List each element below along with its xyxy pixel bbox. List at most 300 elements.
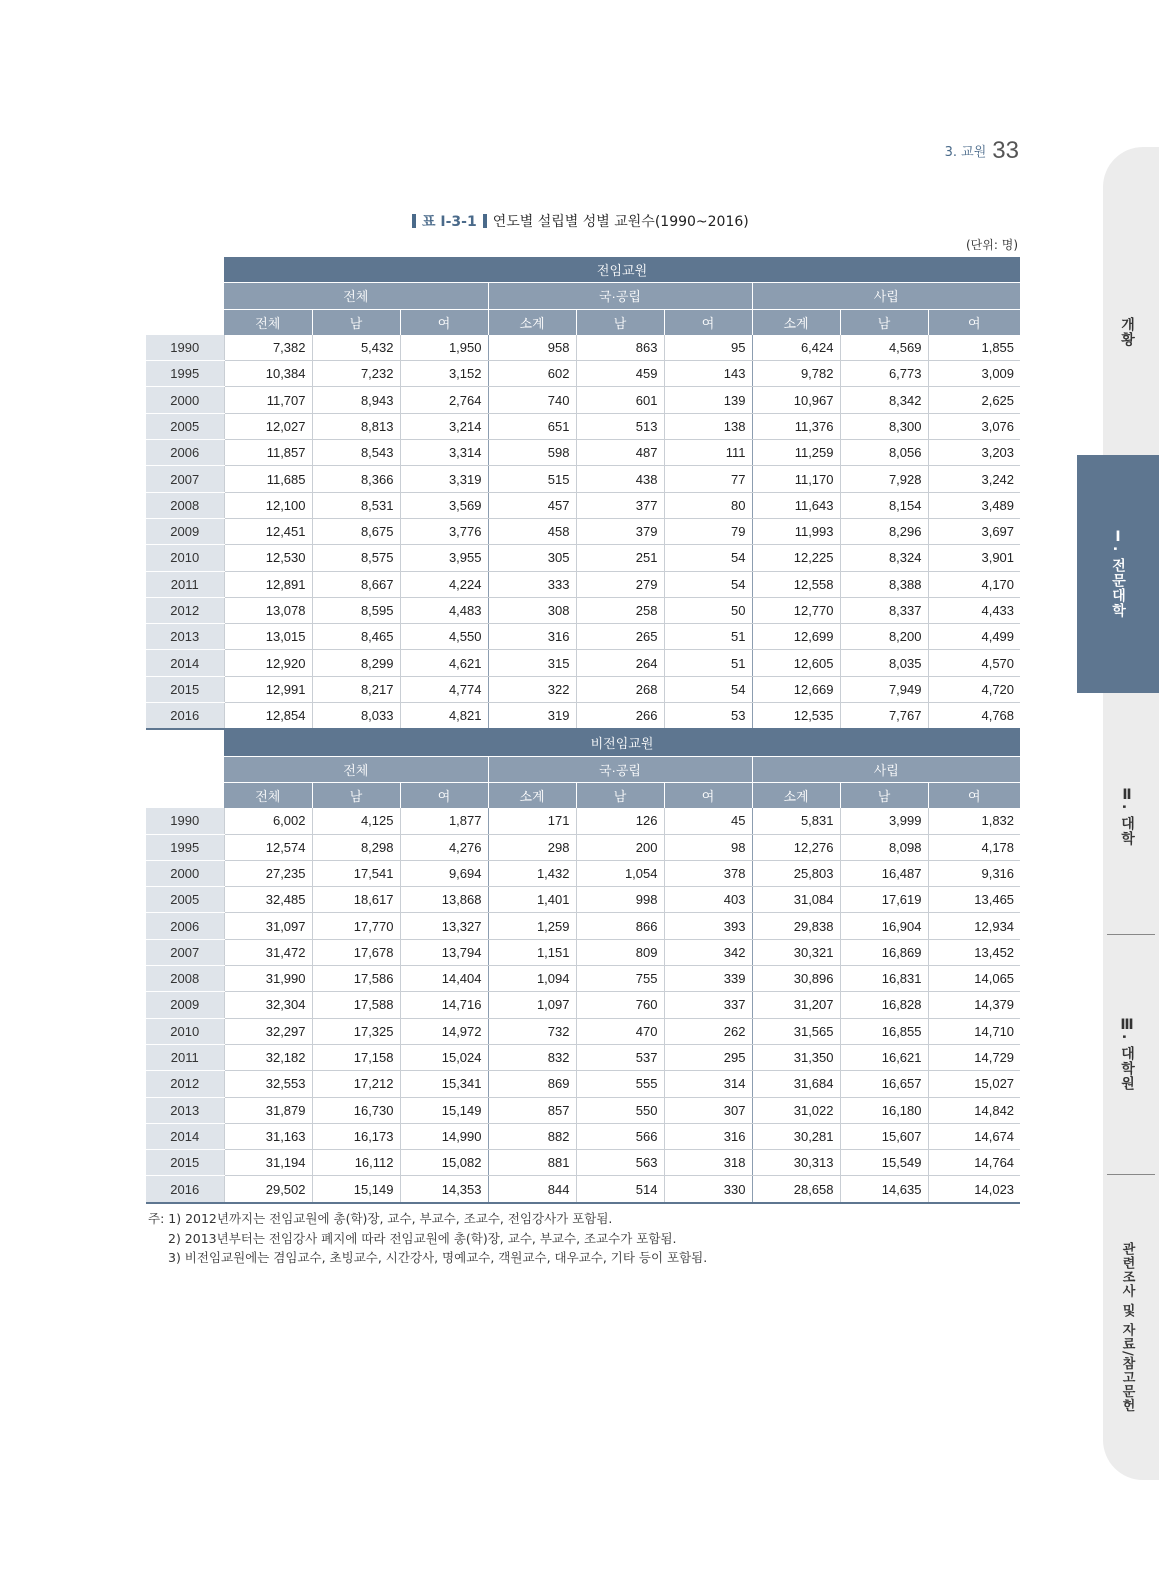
value-cell: 14,972 <box>400 1018 488 1044</box>
year-cell: 1995 <box>146 361 224 387</box>
value-cell: 537 <box>576 1044 664 1070</box>
value-cell: 12,991 <box>224 676 312 702</box>
chapter-tabs <box>1087 147 1159 1480</box>
value-cell: 8,324 <box>840 545 928 571</box>
value-cell: 27,235 <box>224 860 312 886</box>
year-cell: 2014 <box>146 1123 224 1149</box>
value-cell: 13,078 <box>224 597 312 623</box>
value-cell: 760 <box>576 992 664 1018</box>
value-cell: 5,432 <box>312 335 400 361</box>
value-cell: 3,242 <box>928 466 1020 492</box>
value-cell: 31,879 <box>224 1097 312 1123</box>
value-cell: 8,543 <box>312 440 400 466</box>
value-cell: 316 <box>488 624 576 650</box>
value-cell: 30,321 <box>752 939 840 965</box>
value-cell: 602 <box>488 361 576 387</box>
table-row <box>146 1176 1020 1203</box>
value-cell: 31,207 <box>752 992 840 1018</box>
value-cell: 10,384 <box>224 361 312 387</box>
value-cell: 457 <box>488 492 576 518</box>
value-cell: 3,569 <box>400 492 488 518</box>
value-cell: 77 <box>664 466 752 492</box>
group-header-private: 사립 <box>752 756 1020 782</box>
value-cell: 8,217 <box>312 676 400 702</box>
value-cell: 171 <box>488 808 576 834</box>
year-cell: 2008 <box>146 966 224 992</box>
value-cell: 9,782 <box>752 361 840 387</box>
value-cell: 4,170 <box>928 571 1020 597</box>
value-cell: 15,024 <box>400 1044 488 1070</box>
table-row <box>146 1071 1020 1097</box>
year-cell: 2011 <box>146 571 224 597</box>
value-cell: 12,934 <box>928 913 1020 939</box>
header-blank <box>146 283 224 309</box>
value-cell: 13,868 <box>400 887 488 913</box>
table-row <box>146 440 1020 466</box>
year-cell: 2012 <box>146 1071 224 1097</box>
value-cell: 598 <box>488 440 576 466</box>
value-cell: 8,337 <box>840 597 928 623</box>
value-cell: 15,549 <box>840 1150 928 1176</box>
year-cell: 2000 <box>146 860 224 886</box>
value-cell: 515 <box>488 466 576 492</box>
value-cell: 266 <box>576 703 664 730</box>
tab-university[interactable]: Ⅱ. 대학 <box>1119 787 1135 847</box>
value-cell: 79 <box>664 518 752 544</box>
table-row <box>146 966 1020 992</box>
footnote: 3) 비전임교원에는 겸임교수, 초빙교수, 시간강사, 명예교수, 객원교수, 대우교수, 기타 등이 포함됨. <box>168 1250 708 1265</box>
value-cell: 14,729 <box>928 1044 1020 1070</box>
header-blank <box>146 729 224 756</box>
group-header-national: 국·공립 <box>488 283 752 309</box>
value-cell: 14,764 <box>928 1150 1020 1176</box>
value-cell: 14,716 <box>400 992 488 1018</box>
year-cell: 2000 <box>146 387 224 413</box>
value-cell: 14,404 <box>400 966 488 992</box>
value-cell: 16,657 <box>840 1071 928 1097</box>
value-cell: 563 <box>576 1150 664 1176</box>
value-cell: 14,990 <box>400 1123 488 1149</box>
value-cell: 3,697 <box>928 518 1020 544</box>
column-header: 여 <box>664 309 752 335</box>
value-cell: 8,035 <box>840 650 928 676</box>
tab-divider <box>1107 1174 1155 1175</box>
group-header-national: 국·공립 <box>488 756 752 782</box>
value-cell: 298 <box>488 834 576 860</box>
value-cell: 32,182 <box>224 1044 312 1070</box>
value-cell: 337 <box>664 992 752 1018</box>
value-cell: 314 <box>664 1071 752 1097</box>
value-cell: 378 <box>664 860 752 886</box>
value-cell: 12,530 <box>224 545 312 571</box>
year-cell: 2012 <box>146 597 224 623</box>
header-blank <box>146 257 224 283</box>
year-cell: 2013 <box>146 624 224 650</box>
year-cell: 1990 <box>146 335 224 361</box>
year-cell: 2010 <box>146 1018 224 1044</box>
column-header: 전체 <box>224 782 312 808</box>
value-cell: 459 <box>576 361 664 387</box>
value-cell: 30,313 <box>752 1150 840 1176</box>
value-cell: 200 <box>576 834 664 860</box>
value-cell: 15,027 <box>928 1071 1020 1097</box>
year-cell: 2010 <box>146 545 224 571</box>
value-cell: 8,342 <box>840 387 928 413</box>
value-cell: 487 <box>576 440 664 466</box>
value-cell: 4,768 <box>928 703 1020 730</box>
value-cell: 8,154 <box>840 492 928 518</box>
value-cell: 16,730 <box>312 1097 400 1123</box>
header-row-section <box>146 729 1020 756</box>
value-cell: 8,943 <box>312 387 400 413</box>
column-header: 여 <box>664 782 752 808</box>
value-cell: 379 <box>576 518 664 544</box>
value-cell: 10,967 <box>752 387 840 413</box>
value-cell: 882 <box>488 1123 576 1149</box>
value-cell: 32,297 <box>224 1018 312 1044</box>
column-header: 남 <box>840 782 928 808</box>
header-row-sub <box>146 309 1020 335</box>
value-cell: 17,619 <box>840 887 928 913</box>
value-cell: 601 <box>576 387 664 413</box>
header-row-section <box>146 257 1020 283</box>
table-row <box>146 466 1020 492</box>
value-cell: 4,720 <box>928 676 1020 702</box>
value-cell: 1,259 <box>488 913 576 939</box>
value-cell: 12,451 <box>224 518 312 544</box>
value-cell: 342 <box>664 939 752 965</box>
tab-graduate-school[interactable]: Ⅲ. 대학원 <box>1119 1017 1135 1092</box>
value-cell: 4,774 <box>400 676 488 702</box>
value-cell: 95 <box>664 335 752 361</box>
value-cell: 138 <box>664 413 752 439</box>
value-cell: 3,152 <box>400 361 488 387</box>
value-cell: 17,770 <box>312 913 400 939</box>
value-cell: 12,100 <box>224 492 312 518</box>
value-cell: 126 <box>576 808 664 834</box>
value-cell: 12,276 <box>752 834 840 860</box>
value-cell: 305 <box>488 545 576 571</box>
data-table-wrap <box>146 257 1020 1204</box>
value-cell: 8,667 <box>312 571 400 597</box>
column-header: 남 <box>840 309 928 335</box>
value-cell: 1,432 <box>488 860 576 886</box>
value-cell: 13,015 <box>224 624 312 650</box>
year-cell: 2006 <box>146 913 224 939</box>
value-cell: 8,595 <box>312 597 400 623</box>
value-cell: 4,821 <box>400 703 488 730</box>
value-cell: 14,635 <box>840 1176 928 1203</box>
value-cell: 319 <box>488 703 576 730</box>
value-cell: 12,669 <box>752 676 840 702</box>
value-cell: 15,082 <box>400 1150 488 1176</box>
column-header: 여 <box>400 309 488 335</box>
column-header: 여 <box>400 782 488 808</box>
value-cell: 458 <box>488 518 576 544</box>
value-cell: 30,896 <box>752 966 840 992</box>
year-cell: 2014 <box>146 650 224 676</box>
column-header: 소계 <box>488 782 576 808</box>
value-cell: 4,178 <box>928 834 1020 860</box>
year-cell: 2008 <box>146 492 224 518</box>
table-row <box>146 1018 1020 1044</box>
tab-overview[interactable]: 개황 <box>1119 317 1135 347</box>
value-cell: 12,027 <box>224 413 312 439</box>
value-cell: 11,170 <box>752 466 840 492</box>
year-cell: 1995 <box>146 834 224 860</box>
value-cell: 51 <box>664 624 752 650</box>
value-cell: 1,097 <box>488 992 576 1018</box>
value-cell: 16,621 <box>840 1044 928 1070</box>
value-cell: 13,465 <box>928 887 1020 913</box>
value-cell: 470 <box>576 1018 664 1044</box>
value-cell: 3,489 <box>928 492 1020 518</box>
value-cell: 6,773 <box>840 361 928 387</box>
value-cell: 8,056 <box>840 440 928 466</box>
value-cell: 264 <box>576 650 664 676</box>
value-cell: 279 <box>576 571 664 597</box>
value-cell: 8,366 <box>312 466 400 492</box>
value-cell: 809 <box>576 939 664 965</box>
value-cell: 339 <box>664 966 752 992</box>
value-cell: 29,502 <box>224 1176 312 1203</box>
year-cell: 2005 <box>146 413 224 439</box>
value-cell: 17,588 <box>312 992 400 1018</box>
table-row <box>146 545 1020 571</box>
value-cell: 1,054 <box>576 860 664 886</box>
table-row <box>146 335 1020 361</box>
data-table <box>146 257 1020 1204</box>
value-cell: 13,452 <box>928 939 1020 965</box>
value-cell: 80 <box>664 492 752 518</box>
column-header: 남 <box>576 309 664 335</box>
value-cell: 3,009 <box>928 361 1020 387</box>
footnote: 2) 2013년부터는 전임강사 폐지에 따라 전임교원에 총(학)장, 교수, 부교수, 조교수가 포함됨. <box>168 1230 677 1246</box>
value-cell: 3,319 <box>400 466 488 492</box>
value-cell: 12,891 <box>224 571 312 597</box>
value-cell: 268 <box>576 676 664 702</box>
column-header: 여 <box>928 309 1020 335</box>
year-cell: 2009 <box>146 992 224 1018</box>
header-row-sub <box>146 782 1020 808</box>
unit-label: (단위: 명) <box>966 238 1018 252</box>
value-cell: 15,607 <box>840 1123 928 1149</box>
value-cell: 3,776 <box>400 518 488 544</box>
table-row <box>146 1044 1020 1070</box>
value-cell: 28,658 <box>752 1176 840 1203</box>
value-cell: 1,401 <box>488 887 576 913</box>
header-blank <box>146 309 224 335</box>
tab-references[interactable]: 관련조사 및 자료/참고문헌 <box>1119 1241 1135 1413</box>
value-cell: 16,173 <box>312 1123 400 1149</box>
value-cell: 16,828 <box>840 992 928 1018</box>
value-cell: 651 <box>488 413 576 439</box>
year-cell: 2005 <box>146 887 224 913</box>
value-cell: 31,990 <box>224 966 312 992</box>
table-row <box>146 361 1020 387</box>
value-cell: 14,710 <box>928 1018 1020 1044</box>
year-cell: 2016 <box>146 703 224 730</box>
table-row <box>146 992 1020 1018</box>
value-cell: 3,955 <box>400 545 488 571</box>
value-cell: 844 <box>488 1176 576 1203</box>
value-cell: 7,382 <box>224 335 312 361</box>
table-row <box>146 887 1020 913</box>
value-cell: 3,076 <box>928 413 1020 439</box>
value-cell: 45 <box>664 808 752 834</box>
value-cell: 12,605 <box>752 650 840 676</box>
value-cell: 2,625 <box>928 387 1020 413</box>
table-row <box>146 939 1020 965</box>
page-header <box>945 138 1019 164</box>
value-cell: 16,869 <box>840 939 928 965</box>
value-cell: 15,149 <box>312 1176 400 1203</box>
year-cell: 2009 <box>146 518 224 544</box>
value-cell: 54 <box>664 676 752 702</box>
value-cell: 8,098 <box>840 834 928 860</box>
table-label: 표 Ⅰ-3-1 <box>422 214 477 230</box>
value-cell: 13,327 <box>400 913 488 939</box>
group-header-total: 전체 <box>224 283 488 309</box>
year-cell: 2015 <box>146 676 224 702</box>
table-row <box>146 518 1020 544</box>
title-marker-icon <box>412 214 416 228</box>
value-cell: 11,993 <box>752 518 840 544</box>
value-cell: 15,149 <box>400 1097 488 1123</box>
year-cell: 1990 <box>146 808 224 834</box>
group-header-total: 전체 <box>224 756 488 782</box>
footnote: 주: 1) 2012년까지는 전임교원에 총(학)장, 교수, 부교수, 조교수, 전임강사가 포함됨. <box>148 1211 613 1226</box>
column-header: 남 <box>312 309 400 335</box>
value-cell: 265 <box>576 624 664 650</box>
column-header: 소계 <box>752 782 840 808</box>
value-cell: 403 <box>664 887 752 913</box>
value-cell: 2,764 <box>400 387 488 413</box>
column-header: 소계 <box>752 309 840 335</box>
value-cell: 12,225 <box>752 545 840 571</box>
value-cell: 8,296 <box>840 518 928 544</box>
value-cell: 143 <box>664 361 752 387</box>
value-cell: 15,341 <box>400 1071 488 1097</box>
value-cell: 7,949 <box>840 676 928 702</box>
value-cell: 1,832 <box>928 808 1020 834</box>
value-cell: 555 <box>576 1071 664 1097</box>
value-cell: 12,770 <box>752 597 840 623</box>
value-cell: 16,112 <box>312 1150 400 1176</box>
value-cell: 8,298 <box>312 834 400 860</box>
value-cell: 31,022 <box>752 1097 840 1123</box>
header-blank <box>146 756 224 782</box>
value-cell: 4,621 <box>400 650 488 676</box>
value-cell: 4,433 <box>928 597 1020 623</box>
value-cell: 16,180 <box>840 1097 928 1123</box>
table-row <box>146 1123 1020 1149</box>
table-row <box>146 703 1020 730</box>
footnotes <box>148 1209 707 1268</box>
value-cell: 4,276 <box>400 834 488 860</box>
value-cell: 550 <box>576 1097 664 1123</box>
table-row <box>146 808 1020 834</box>
value-cell: 12,574 <box>224 834 312 860</box>
value-cell: 11,643 <box>752 492 840 518</box>
value-cell: 6,002 <box>224 808 312 834</box>
value-cell: 318 <box>664 1150 752 1176</box>
value-cell: 513 <box>576 413 664 439</box>
value-cell: 16,904 <box>840 913 928 939</box>
column-header: 전체 <box>224 309 312 335</box>
value-cell: 881 <box>488 1150 576 1176</box>
group-header-private: 사립 <box>752 283 1020 309</box>
value-cell: 14,023 <box>928 1176 1020 1203</box>
value-cell: 32,553 <box>224 1071 312 1097</box>
value-cell: 7,767 <box>840 703 928 730</box>
value-cell: 14,353 <box>400 1176 488 1203</box>
value-cell: 11,707 <box>224 387 312 413</box>
value-cell: 262 <box>664 1018 752 1044</box>
table-row <box>146 624 1020 650</box>
value-cell: 322 <box>488 676 576 702</box>
year-cell: 2016 <box>146 1176 224 1203</box>
value-cell: 832 <box>488 1044 576 1070</box>
value-cell: 8,465 <box>312 624 400 650</box>
value-cell: 18,617 <box>312 887 400 913</box>
column-header: 남 <box>576 782 664 808</box>
section-header: 비전임교원 <box>224 729 1020 756</box>
value-cell: 8,675 <box>312 518 400 544</box>
value-cell: 258 <box>576 597 664 623</box>
value-cell: 31,565 <box>752 1018 840 1044</box>
value-cell: 1,950 <box>400 335 488 361</box>
year-cell: 2006 <box>146 440 224 466</box>
value-cell: 31,684 <box>752 1071 840 1097</box>
value-cell: 8,299 <box>312 650 400 676</box>
value-cell: 308 <box>488 597 576 623</box>
value-cell: 514 <box>576 1176 664 1203</box>
value-cell: 1,877 <box>400 808 488 834</box>
year-cell: 2013 <box>146 1097 224 1123</box>
table-row <box>146 834 1020 860</box>
value-cell: 1,855 <box>928 335 1020 361</box>
value-cell: 8,388 <box>840 571 928 597</box>
value-cell: 51 <box>664 650 752 676</box>
table-caption: 연도별 설립별 성별 교원수(1990~2016) <box>492 214 749 230</box>
value-cell: 4,224 <box>400 571 488 597</box>
value-cell: 330 <box>664 1176 752 1203</box>
header-row-groups <box>146 283 1020 309</box>
table-row <box>146 860 1020 886</box>
year-cell: 2011 <box>146 1044 224 1070</box>
value-cell: 307 <box>664 1097 752 1123</box>
value-cell: 31,350 <box>752 1044 840 1070</box>
value-cell: 12,535 <box>752 703 840 730</box>
value-cell: 111 <box>664 440 752 466</box>
value-cell: 139 <box>664 387 752 413</box>
value-cell: 755 <box>576 966 664 992</box>
value-cell: 8,300 <box>840 413 928 439</box>
value-cell: 3,901 <box>928 545 1020 571</box>
value-cell: 54 <box>664 545 752 571</box>
tab-junior-college[interactable]: Ⅰ. 전문대학 <box>1077 455 1159 693</box>
table-row <box>146 387 1020 413</box>
value-cell: 3,203 <box>928 440 1020 466</box>
value-cell: 25,803 <box>752 860 840 886</box>
value-cell: 12,699 <box>752 624 840 650</box>
value-cell: 9,694 <box>400 860 488 886</box>
column-header: 소계 <box>488 309 576 335</box>
value-cell: 295 <box>664 1044 752 1070</box>
table-row <box>146 913 1020 939</box>
value-cell: 11,259 <box>752 440 840 466</box>
